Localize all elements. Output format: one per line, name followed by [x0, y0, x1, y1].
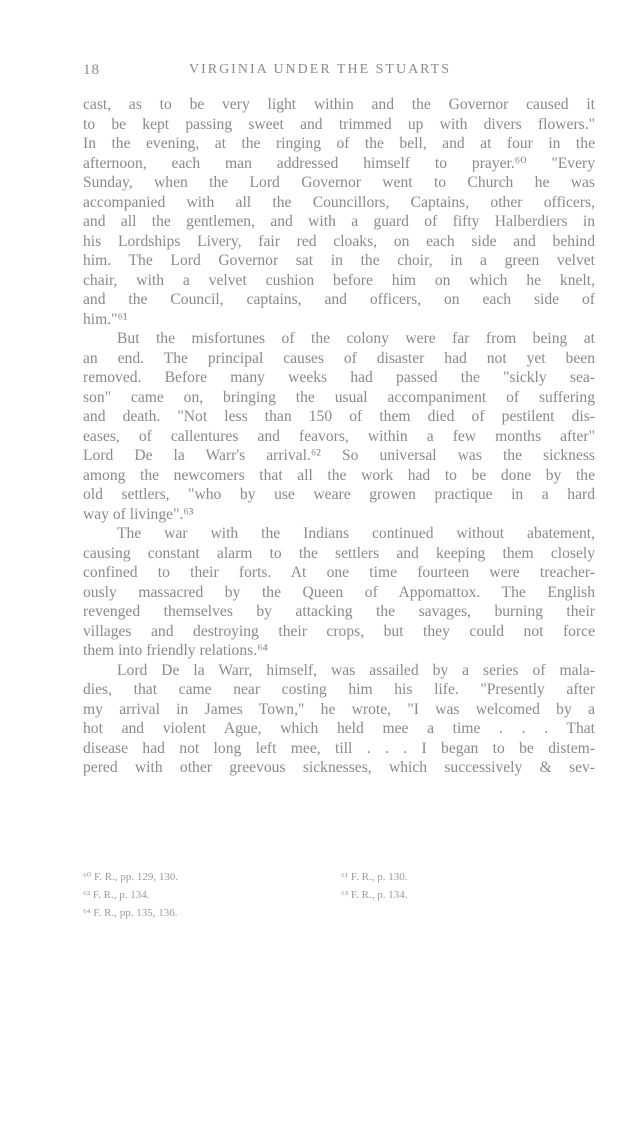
footnote: ⁶² F. R., p. 134.: [83, 889, 150, 901]
footnote: ⁶³ F. R., p. 134.: [341, 889, 408, 901]
text-line: way of livinge".⁶³: [83, 505, 194, 523]
text-line: Lord De la Warr, himself, was assailed by a series of mala-: [117, 661, 595, 679]
page-number: 18: [83, 62, 100, 78]
text-line: Lord De la Warr's arrival.⁶² So universal was the sickness: [83, 447, 595, 464]
text-line: them into friendly relations.⁶⁴: [83, 642, 268, 659]
text-line: an end. The principal causes of disaster had not yet been: [83, 349, 595, 367]
text-line: and the Council, captains, and officers, on each side of: [83, 291, 595, 308]
text-line: disease had not long left mee, till . . . I began to be distem-: [83, 739, 595, 757]
text-line: afternoon, each man addressed himself to prayer.⁶⁰ "Every: [83, 154, 595, 172]
footnote: ⁶⁰ F. R., pp. 129, 130.: [83, 871, 179, 883]
footnotes-left-column: [83, 868, 178, 922]
text-line: accompanied with all the Councillors, Captains, other officers,: [83, 193, 595, 211]
paragraph: [83, 524, 595, 661]
text-line: pered with other greevous sicknesses, which successively & sev-: [83, 759, 595, 776]
text-line: chair, with a velvet cushion before him on which he knelt,: [83, 271, 595, 289]
footnote: ⁶⁴ F. R., pp. 135, 136.: [83, 907, 178, 919]
text-line: ously massacred by the Queen of Appomattox. The English: [83, 583, 595, 601]
text-line: dies, that came near costing him his life. "Presently after: [83, 681, 595, 698]
paragraph: [83, 95, 595, 329]
page-header: [83, 62, 557, 84]
footnotes-right-column: [341, 868, 407, 904]
text-line: and all the gentlemen, and with a guard of fifty Halberdiers in: [83, 213, 595, 230]
text-line: causing constant alarm to the settlers and keeping them closely: [83, 544, 595, 562]
text-line: eases, of callentures and feavors, within a few months after": [83, 427, 595, 445]
text-line: removed. Before many weeks had passed the "sickly sea-: [83, 369, 595, 386]
text-line: confined to their forts. At one time fourteen were treacher-: [83, 564, 595, 581]
text-line: hot and violent Ague, which held mee a time . . . That: [83, 720, 595, 737]
text-line: cast, as to be very light within and the Governor caused it: [83, 96, 595, 113]
text-line: But the misfortunes of the colony were far from being at: [117, 330, 595, 347]
text-line: him."⁶¹: [83, 310, 128, 328]
text-line: revenged themselves by attacking the savages, burning their: [83, 603, 595, 620]
text-line: The war with the Indians continued without abatement,: [117, 525, 595, 542]
text-line: and death. "Not less than 150 of them died of pestilent dis-: [83, 408, 595, 425]
text-line: my arrival in James Town," he wrote, "I was welcomed by a: [83, 700, 595, 718]
paragraph: [83, 661, 595, 778]
text-line: among the newcomers that all the work had to be done by the: [83, 466, 595, 484]
running-head: VIRGINIA UNDER THE STUARTS: [188, 62, 452, 77]
body-text: [83, 95, 595, 778]
text-line: villages and destroying their crops, but they could not force: [83, 622, 595, 640]
text-line: Sunday, when the Lord Governor went to Church he was: [83, 174, 595, 191]
text-line: son" came on, bringing the usual accompaniment of suffering: [83, 388, 595, 406]
text-line: old settlers, "who by use weare growen practique in a hard: [83, 486, 595, 503]
text-line: him. The Lord Governor sat in the choir, in a green velvet: [83, 252, 595, 269]
text-line: to be kept passing sweet and trimmed up with divers flowers.": [83, 115, 595, 133]
paragraph: [83, 329, 595, 524]
text-line: his Lordships Livery, fair red cloaks, on each side and behind: [83, 232, 595, 250]
footnote: ⁶¹ F. R., p. 130.: [341, 871, 408, 883]
text-line: In the evening, at the ringing of the bell, and at four in the: [83, 135, 595, 152]
